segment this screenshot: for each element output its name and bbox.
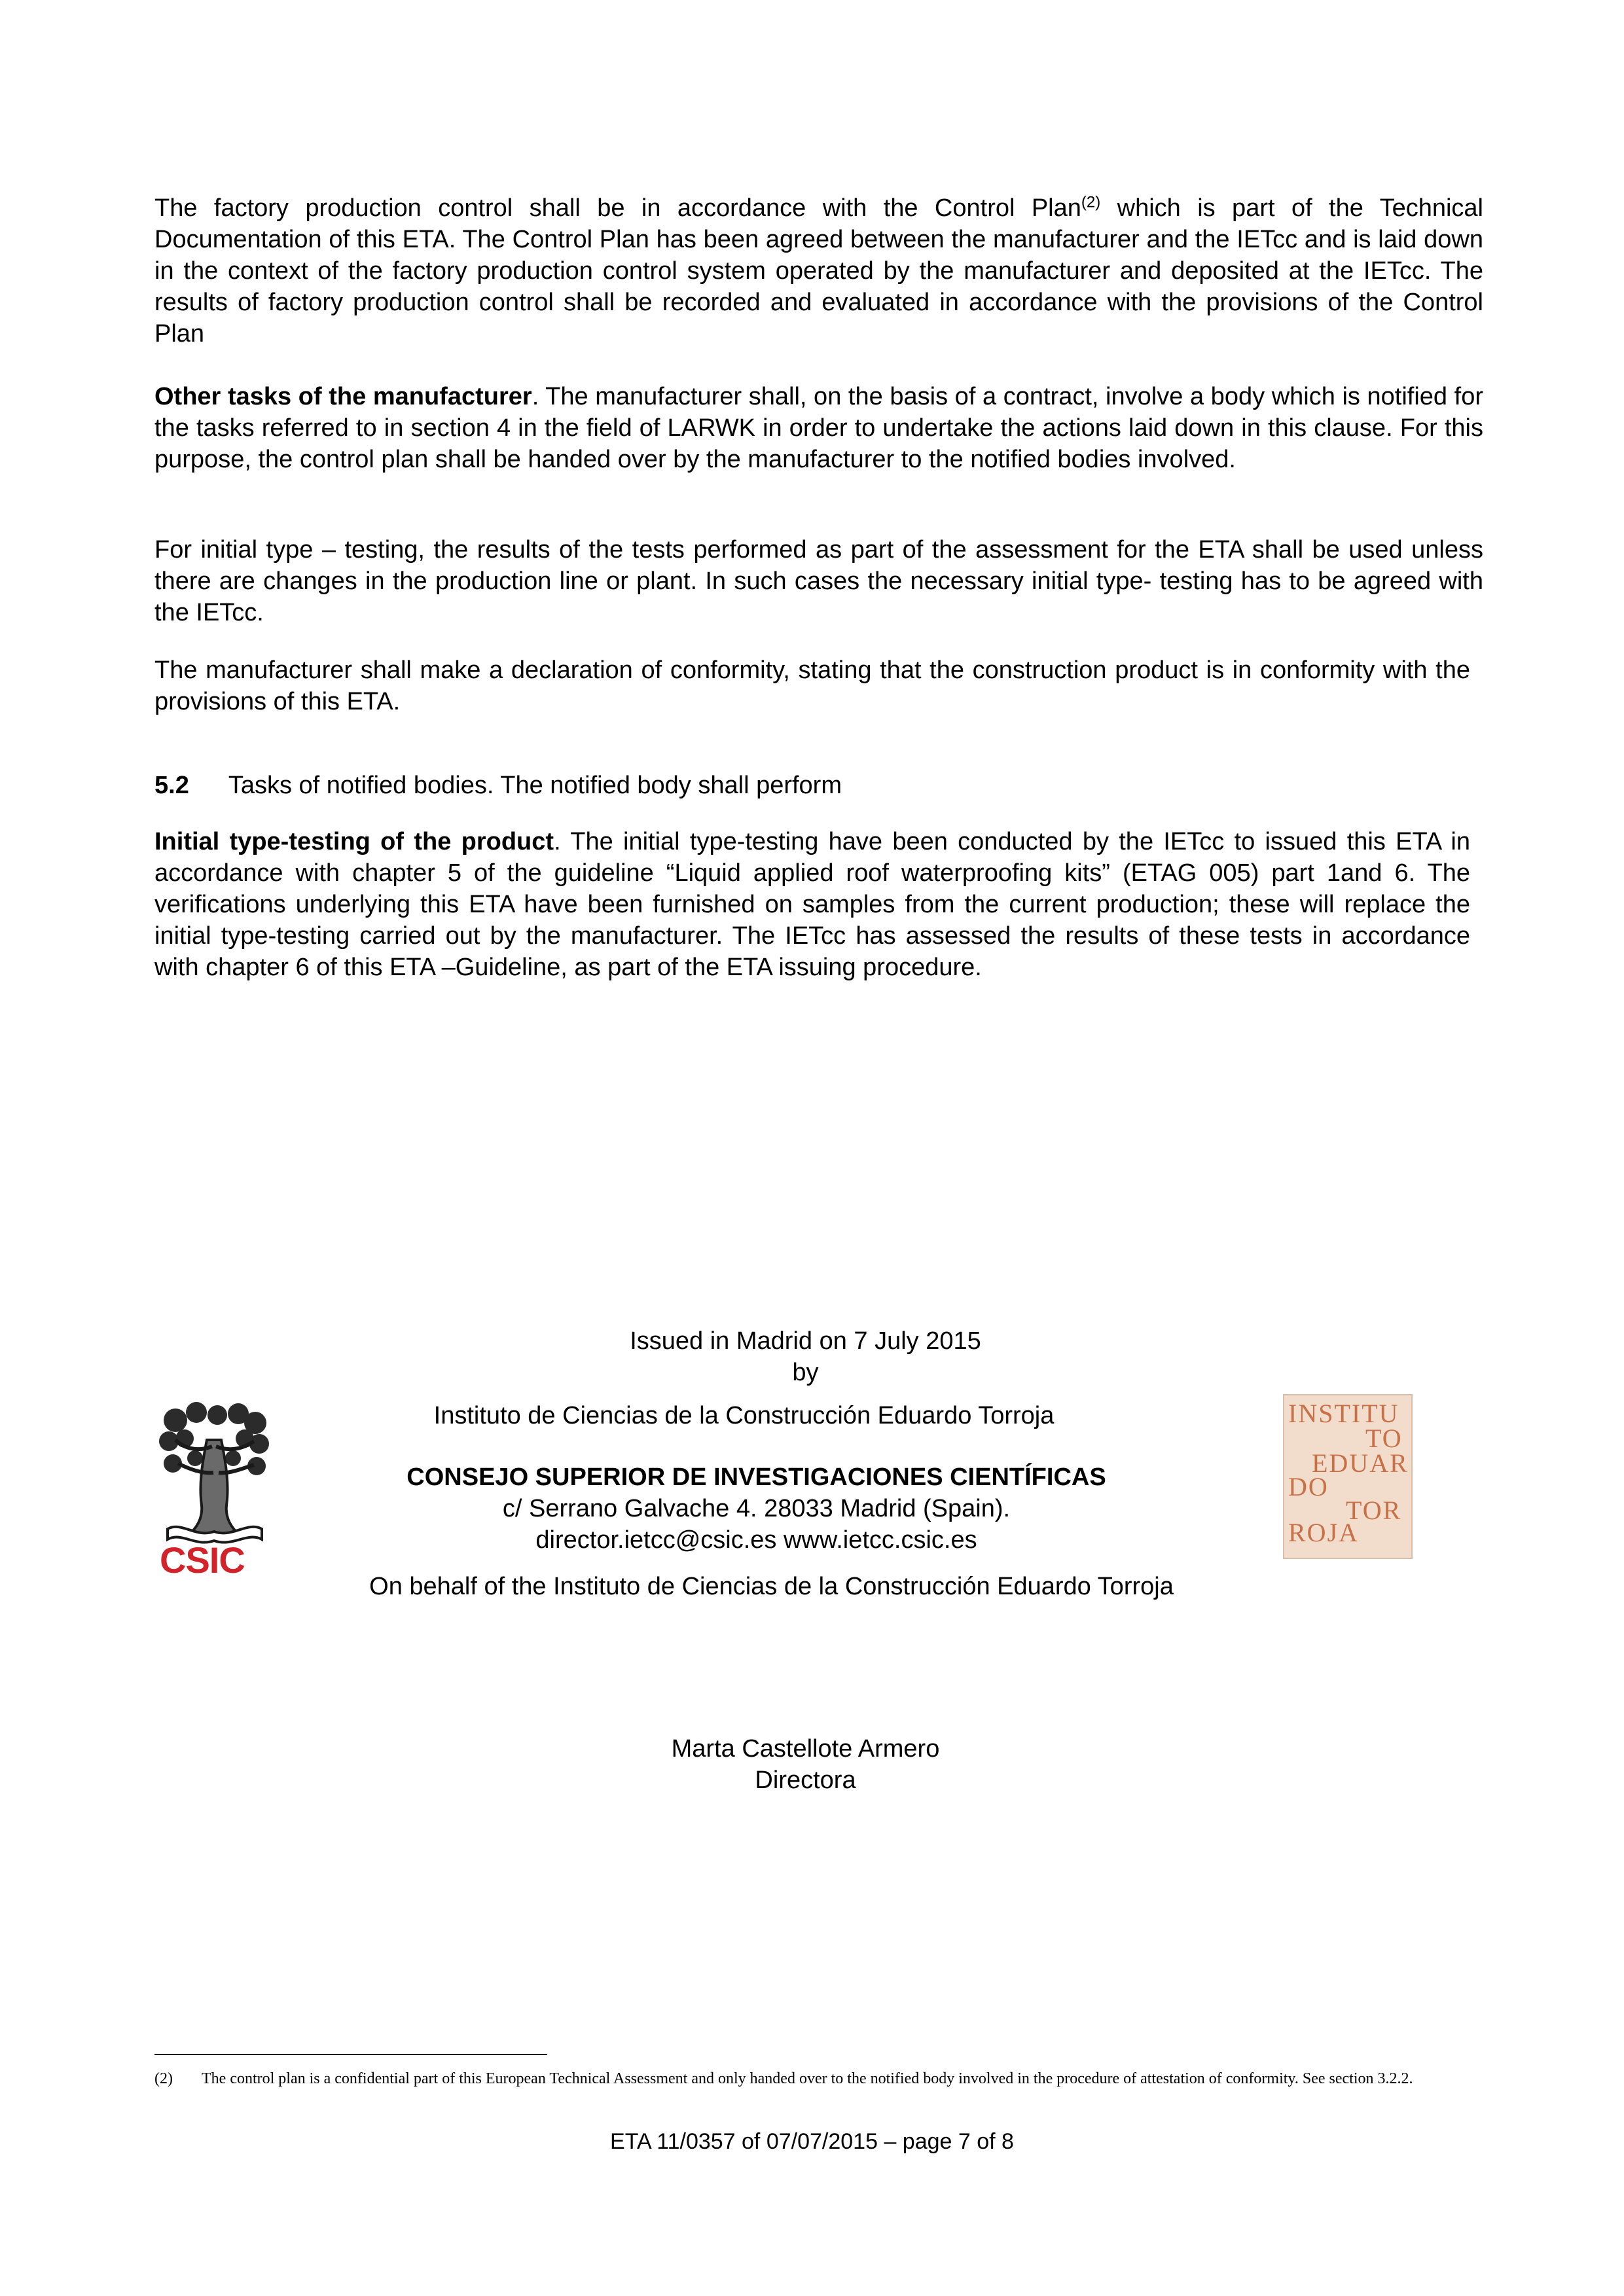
- council-name: CONSEJO SUPERIOR DE INVESTIGACIONES CIENTÍFICAS: [406, 1463, 1106, 1491]
- ietcc-logo-line: TO: [1365, 1424, 1403, 1453]
- paragraph-factory-production-control: [154, 192, 1483, 350]
- signatory-title: Directora: [755, 1767, 856, 1794]
- paragraph-declaration-of-conformity: [154, 655, 1470, 717]
- signature-block: [0, 1733, 1617, 1796]
- ietcc-logo-line: INSTITU: [1288, 1399, 1399, 1428]
- ietcc-logo-line: TOR: [1346, 1496, 1402, 1525]
- signatory-name: Marta Castellote Armero: [671, 1735, 940, 1763]
- footnote-text: The control plan is a confidential part of this European Technical Assessment and only handed over to the notified body involved in the procedure of attestation of conformity. See section 3.2.2.: [202, 2070, 1413, 2087]
- address-line: c/ Serrano Galvache 4. 28033 Madrid (Spain).: [502, 1495, 1011, 1522]
- page-footer: [0, 2128, 1624, 2155]
- footnote-separator: [154, 2054, 547, 2055]
- ietcc-logo-line: ROJA: [1288, 1518, 1360, 1547]
- page-number-label: ETA 11/0357 of 07/07/2015 – page 7 of 8: [610, 2129, 1014, 2154]
- issued-by: by: [792, 1359, 819, 1386]
- section-title: Tasks of notified bodies. The notified body shall perform: [228, 772, 842, 799]
- paragraph-text: . The initial type-testing have been conducted by the IETcc to issued this ETA in accordance with chapter 5 of the guideline “Liquid applied roof waterproofing kits” (ETAG 005) part 1and 6. The verifications underlying this ETA have been furnished on samples from the current production; these will replace the initial type-testing carried out by the manufacturer. The IETcc has assessed the results of these tests in accordance with chapter 6 of this ETA –Guideline, as part of the ETA issuing procedure.: [154, 828, 1470, 981]
- paragraph-text: The manufacturer shall make a declaration of conformity, stating that the construction product is in conformity with the provisions of this ETA.: [154, 656, 1470, 715]
- behalf-text: On behalf of the Instituto de Ciencias de la Construcción Eduardo Torroja: [369, 1573, 1174, 1600]
- footnote-number: (2): [154, 2070, 173, 2087]
- section-number: 5.2: [154, 772, 189, 799]
- issued-line: Issued in Madrid on 7 July 2015: [630, 1327, 981, 1355]
- paragraph-heading: Other tasks of the manufacturer: [154, 383, 532, 410]
- csic-logo: [156, 1401, 272, 1584]
- institute-line: Instituto de Ciencias de la Construcción Eduardo Torroja: [433, 1402, 1055, 1429]
- issuance-block: [0, 1325, 1617, 1388]
- ietcc-logo-line: EDUAR: [1312, 1448, 1409, 1478]
- paragraph-initial-type-testing-product: [154, 826, 1470, 983]
- csic-wordmark-text: CSIC: [160, 1539, 245, 1581]
- paragraph-initial-type-testing: [154, 534, 1483, 628]
- section-heading-5-2: [154, 770, 1483, 801]
- paragraph-text: which is part of the Technical Documentation of this ETA. The Control Plan has been agreed between the manufacturer and the IETcc and is laid down in the context of the factory production control system operated by the manufacturer and deposited at the IETcc. The results of factory production control shall be recorded and evaluated in accordance with the provisions of the Control Plan: [154, 194, 1484, 348]
- footnote-reference: (2): [1081, 193, 1101, 211]
- csic-wordmark: [160, 1541, 245, 1580]
- ietcc-logo: [1283, 1394, 1413, 1559]
- contact-line: director.ietcc@csic.es www.ietcc.csic.es: [535, 1526, 977, 1554]
- paragraph-text: The factory production control shall be in accordance with the Control Plan: [154, 194, 1081, 222]
- ietcc-logo-line: DO: [1288, 1472, 1329, 1501]
- paragraph-other-tasks: [154, 381, 1483, 475]
- paragraph-heading: Initial type-testing of the product: [154, 828, 554, 855]
- paragraph-text: For initial type – testing, the results of the tests performed as part of the assessment for the ETA shall be used unless there are changes in the production line or plant. In such cases the necessary initial type- testing has to be agreed with the IETcc.: [154, 536, 1483, 626]
- paragraph-text: . The manufacturer shall, on the basis of a contract, involve a body which is notified for the tasks referred to in section 4 in the field of LARWK in order to undertake the actions laid down in this clause. For this purpose, the control plan shall be handed over by the manufacturer to the notified bodies involved.: [154, 383, 1483, 473]
